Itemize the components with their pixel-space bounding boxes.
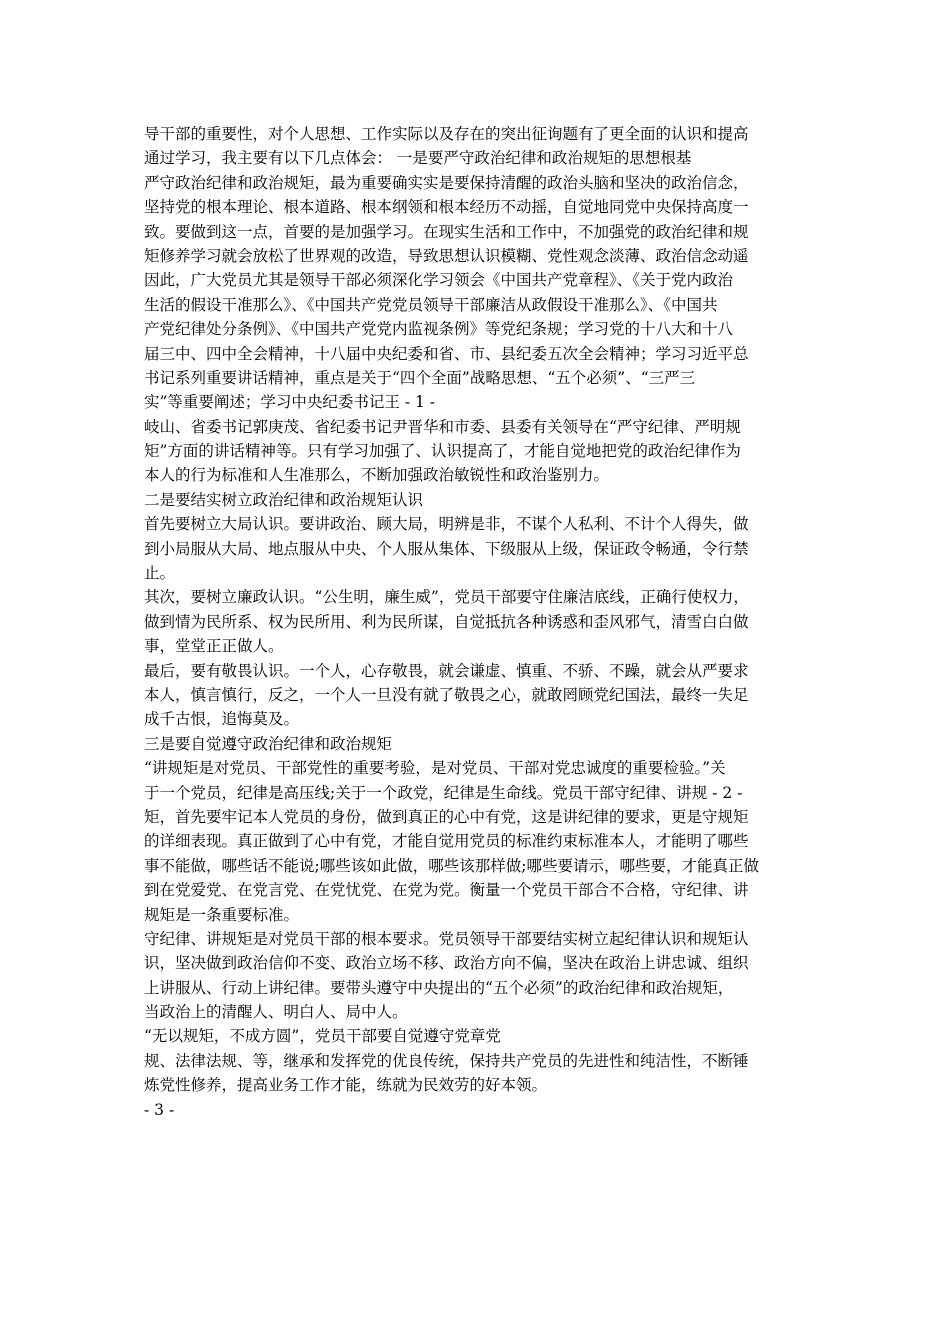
text-line: 炼党性修养，提高业务工作才能，练就为民效劳的好本领。: [144, 1076, 548, 1095]
text-line: 成千古恨，追悔莫及。: [144, 710, 300, 729]
text-line: 岐山、省委书记郭庚茂、省纪委书记尹晋华和市委、县委有关领导在“严守纪律、严明规: [144, 417, 741, 436]
text-line: 本人，慎言慎行，反之，一个人一旦没有就了敬畏之心，就敢罔顾党纪国法，最终一失足: [144, 685, 749, 704]
text-line: 于一个党员，纪律是高压线;关于一个政党，纪律是生命线。党员干部守纪律、讲规 - 2 -: [144, 783, 743, 802]
text-line: 事不能做，哪些话不能说;哪些该如此做，哪些该那样做;哪些要请示，哪些要，才能真正做: [144, 856, 759, 875]
text-line: “讲规矩是对党员、干部党性的重要考验，是对党员、干部对党忠诚度的重要检验。”关: [144, 759, 726, 778]
text-line: 规矩是一条重要标准。: [144, 905, 300, 924]
text-line: 当政治上的清醒人、明白人、局中人。: [144, 1003, 408, 1022]
text-line: 矩修养学习就会放松了世界观的改造，导致思想认识模糊、党性观念淡薄、政治信念动遥: [144, 246, 749, 265]
text-line: 产党纪律处分条例》、《中国共产党党内监视条例》等党纪条规；学习党的十八大和十八: [144, 320, 734, 339]
text-line: 书记系列重要讲话精神，重点是关于“四个全面”战略思想、“五个必须”、“三严三: [144, 368, 696, 387]
text-line: 最后，要有敬畏认识。一个人，心存敬畏，就会谦虚、慎重、不骄、不躁，就会从严要求: [144, 661, 749, 680]
text-line: 矩，首先要牢记本人党员的身份，做到真正的心中有党，这是讲纪律的要求，更是守规矩: [144, 807, 749, 826]
text-line: 的详细表现。真正做到了心中有党，才能自觉用党员的标准约束标准本人，才能明了哪些: [144, 832, 749, 851]
text-line: 其次，要树立廉政认识。“公生明，廉生威”，党员干部要守住廉洁底线，正确行使权力，: [144, 588, 749, 607]
text-line: 致。要做到这一点，首要的是加强学习。在现实生活和工作中，不加强党的政治纪律和规: [144, 222, 749, 241]
text-line: 识，坚决做到政治信仰不变、政治立场不移、政治方向不偏，坚决在政治上讲忠诚、组织: [144, 954, 749, 973]
text-line: 生活的假设干准那么》、《中国共产党党员领导干部廉洁从政假设干准那么》、《中国共: [144, 295, 718, 314]
text-line: 实”等重要阐述；学习中央纪委书记王 - 1 -: [144, 393, 436, 412]
text-line: 严守政治纪律和政治规矩，最为重要确实实是要保持清醒的政治头脑和坚决的政治信念，: [144, 173, 749, 192]
section-heading: 二是要结实树立政治纪律和政治规矩认识: [144, 490, 424, 509]
text-line: 上讲服从、行动上讲纪律。要带头遵守中央提出的“五个必须”的政治纪律和政治规矩，: [144, 978, 734, 997]
text-line: 事，堂堂正正做人。: [144, 637, 284, 656]
text-line: 届三中、四中全会精神，十八届中央纪委和省、市、县纪委五次全会精神；学习习近平总: [144, 344, 749, 363]
text-line: “无以规矩，不成方圆”，党员干部要自觉遵守党章党: [144, 1027, 501, 1046]
section-heading: 三是要自觉遵守政治纪律和政治规矩: [144, 734, 393, 753]
document-body: [144, 122, 824, 1122]
text-line: 通过学习，我主要有以下几点体会： 一是要严守政治纪律和政治规矩的思想根基: [144, 149, 692, 168]
text-line: 坚持党的根本理论、根本道路、根本纲领和根本经历不动摇，自觉地同党中央保持高度一: [144, 198, 749, 217]
text-line: 首先要树立大局认识。要讲政治、顾大局，明辨是非，不谋个人私利、不计个人得失，做: [144, 515, 749, 534]
text-line: 做到情为民所系、权为民所用、利为民所谋，自觉抵抗各种诱惑和歪风邪气，清雪白白做: [144, 612, 749, 631]
text-line: 守纪律、讲规矩是对党员干部的根本要求。党员领导干部要结实树立起纪律认识和规矩认: [144, 929, 749, 948]
text-line: 止。: [144, 564, 176, 583]
page-number: - 3 -: [144, 1100, 175, 1119]
text-line: 到在党爱党、在党言党、在党忧党、在党为党。衡量一个党员干部合不合格，守纪律、讲: [144, 881, 749, 900]
text-line: 矩”方面的讲话精神等。只有学习加强了、认识提高了，才能自觉地把党的政治纪律作为: [144, 442, 741, 461]
text-line: 因此，广大党员尤其是领导干部必须深化学习领会《中国共产党章程》、《关于党内政治: [144, 271, 734, 290]
text-line: 规、法律法规、等，继承和发挥党的优良传统，保持共产党员的先进性和纯洁性，不断锤: [144, 1051, 749, 1070]
text-line: 导干部的重要性，对个人思想、工作实际以及存在的突出征询题有了更全面的认识和提高: [144, 125, 749, 143]
text-line: 到小局服从大局、地点服从中央、个人服从集体、下级服从上级，保证政令畅通，令行禁: [144, 539, 749, 558]
text-line: 本人的行为标准和人生准那么，不断加强政治敏锐性和政治鉴别力。: [144, 466, 610, 485]
